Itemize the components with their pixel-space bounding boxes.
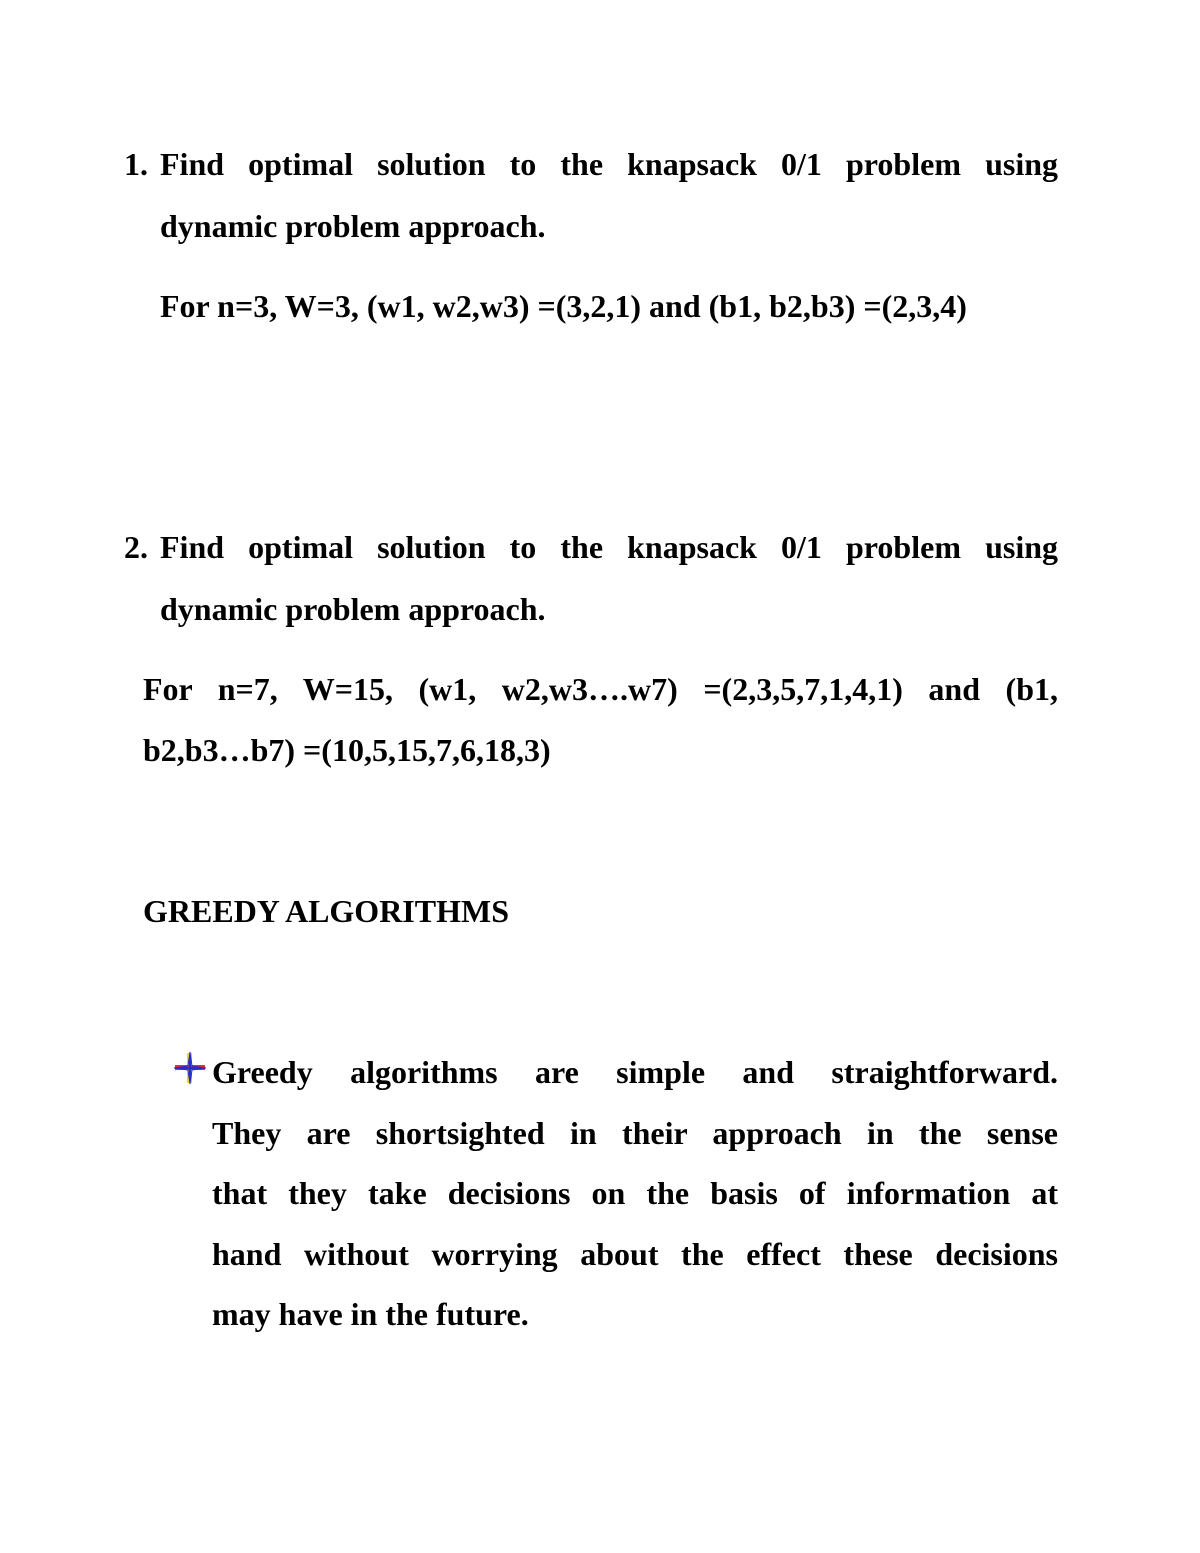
question-1-line-1: Find optimal solution to the knapsack 0/1 problem using [160, 146, 1058, 182]
bullet-line-3: that they take decisions on the basis of information at [212, 1175, 1058, 1211]
question-1-parameters: For n=3, W=3, (w1, w2,w3) =(3,2,1) and (b1, b2,b3) =(2,3,4) [160, 288, 967, 324]
bullet-line-4: hand without worrying about the effect these decisions [212, 1236, 1058, 1272]
section-heading: GREEDY ALGORITHMS [143, 893, 509, 929]
question-2-number: 2. [124, 529, 148, 565]
bullet-line-2: They are shortsighted in their approach in the sense [212, 1115, 1058, 1151]
question-2-line-1: Find optimal solution to the knapsack 0/1 problem using [160, 529, 1058, 565]
question-2-parameters-line-1: For n=7, W=15, (w1, w2,w3….w7) =(2,3,5,7,1,4,1) and (b1, [143, 671, 1058, 707]
question-2-parameters-line-2: b2,b3…b7) =(10,5,15,7,6,18,3) [143, 732, 551, 768]
question-2-line-2: dynamic problem approach. [160, 591, 546, 627]
four-point-star-bullet-icon [172, 1050, 208, 1086]
bullet-line-1: Greedy algorithms are simple and straightforward. [212, 1054, 1058, 1090]
question-1-number: 1. [124, 146, 148, 182]
question-1-line-2: dynamic problem approach. [160, 208, 546, 244]
bullet-line-5: may have in the future. [212, 1296, 529, 1332]
